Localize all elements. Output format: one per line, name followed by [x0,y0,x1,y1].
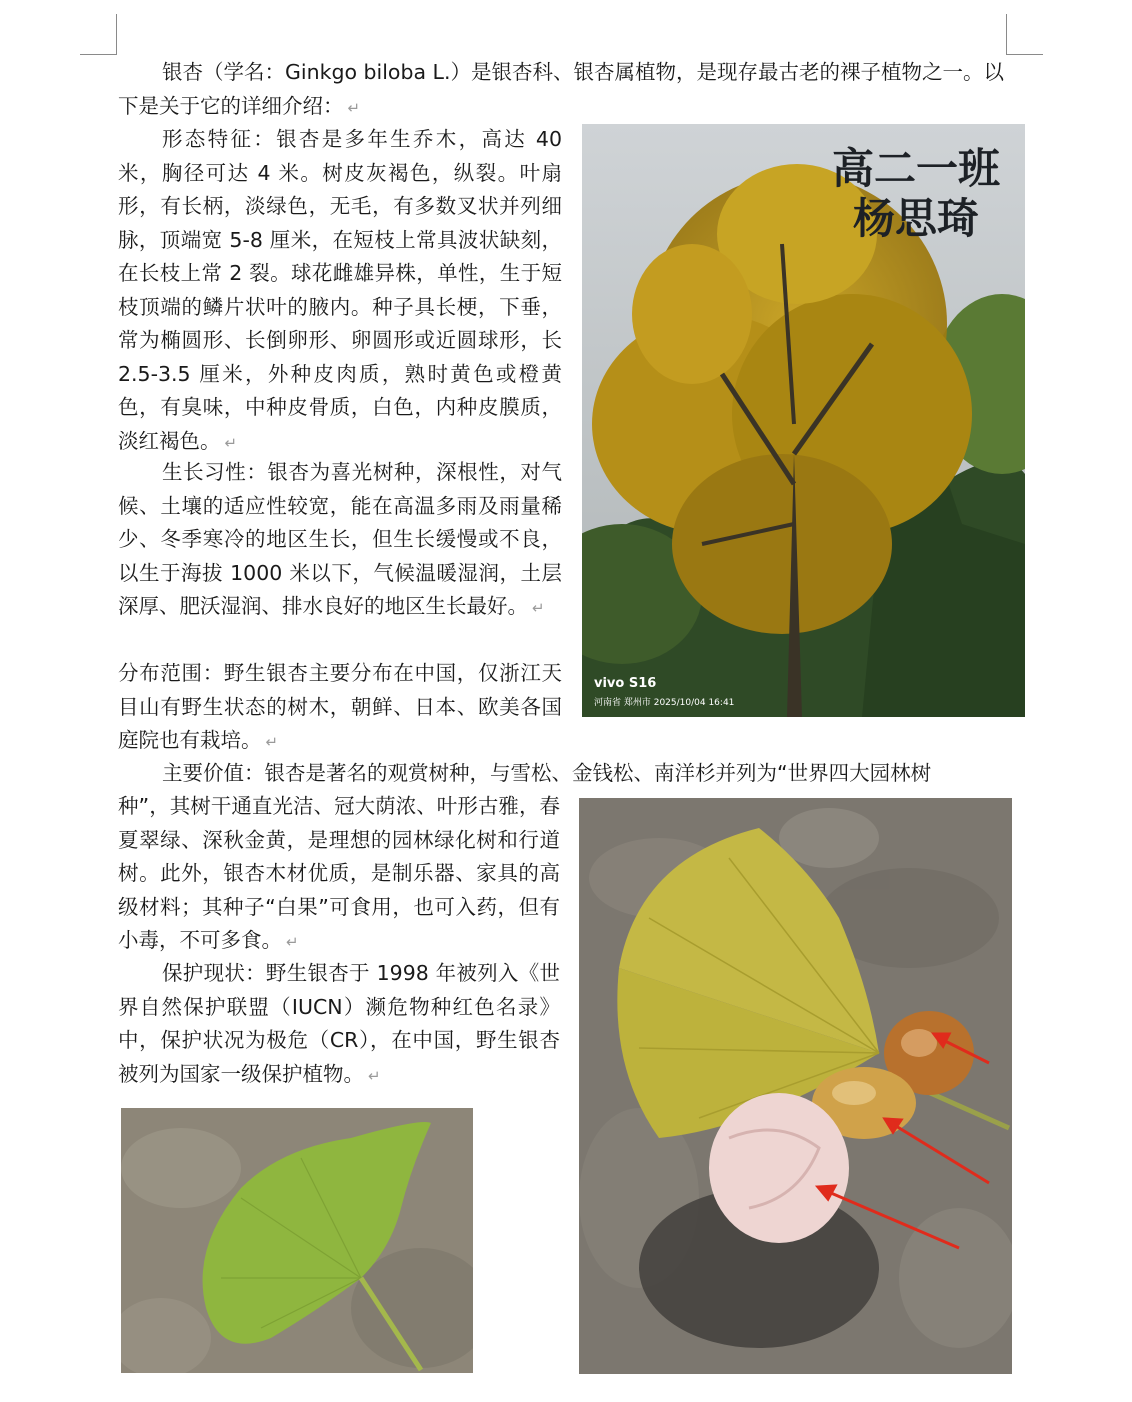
value-paragraph-first-line: 主要价值：银杏是著名的观赏树种，与雪松、金钱松、南洋杉并列为“世界四大园林树 [162,761,932,785]
ginkgo-seeds-photo [579,798,1012,1374]
paragraph-mark: ↵ [368,1066,381,1085]
green-leaf-image [121,1108,473,1373]
crop-mark-top-left [80,14,117,55]
caption-class: 高二一班 [832,144,1001,193]
paragraph-mark: ↵ [347,98,361,117]
location-time-watermark: 河南省 郑州市 2025/10/04 16:41 [594,698,735,708]
habit-paragraph: 生长习性：银杏为喜光树种，深根性，对气候、土壤的适应性较宽，能在高温多雨及雨量稀少、冬季寒冷的地区生长，但生长缓慢或不良，以生于海拔 1000 米以下，气候温暖湿润，土层深厚、肥沃湿润、排水良好的地区生长最好。 ↵ [118,460,562,618]
paragraph-mark: ↵ [286,933,299,951]
paragraph-mark: ↵ [224,433,238,452]
morphology-paragraph: 形态特征：银杏是多年生乔木，高达 40 米，胸径可达 4 米。树皮灰褐色，纵裂。叶扇形，有长柄，淡绿色，无毛，有多数叉状并列细脉，顶端宽 5-8 厘米，在短枝上常具波状缺刻，在长枝上常 2 裂。球花雌雄异株，单性，生于短枝顶端的鳞片状叶的腋内。种子具长梗，下垂，常为椭圆形、长倒卵形、卵圆形或近圆球形，长 2.5-3.5 厘米，外种皮肉质，熟时黄色或橙黄色，有臭味，中种皮骨质，白色，内种皮膜质，淡红褐色。 ↵ [118,127,562,453]
ginkgo-seeds-image [579,798,1012,1374]
paragraph-mark: ↵ [265,733,279,751]
photo-caption [832,144,1000,244]
value-paragraph: 种”，其树干通直光洁、冠大荫浓、叶形古雅，春夏翠绿、深秋金黄，是理想的园林绿化树和行道树。此外，银杏木材优质，是制乐器、家具的高级材料；其种子“白果”可食用，也可入药，但有小毒，不可多食。 ↵ [118,794,560,952]
camera-watermark: vivo S16 [594,676,657,691]
green-leaf-photo [121,1108,473,1373]
paragraph-mark: ↵ [532,599,545,617]
intro-paragraph: 银杏（学名：Ginkgo biloba L.）是银杏科、银杏属植物，是现存最古老的裸子植物之一。以下是关于它的详细介绍： ↵ [118,60,1004,118]
ginkgo-tree-photo [582,124,1025,717]
caption-name: 杨思琦 [853,194,980,243]
protection-paragraph: 保护现状：野生银杏于 1998 年被列入《世界自然保护联盟（IUCN）濒危物种红色名录》中，保护状况为极危（CR），在中国，野生银杏被列为国家一级保护植物。 ↵ [118,961,560,1086]
distribution-paragraph: 分布范围：野生银杏主要分布在中国，仅浙江天目山有野生状态的树木，朝鲜、日本、欧美各国庭院也有栽培。 ↵ [118,661,562,752]
crop-mark-top-right [1006,14,1043,55]
